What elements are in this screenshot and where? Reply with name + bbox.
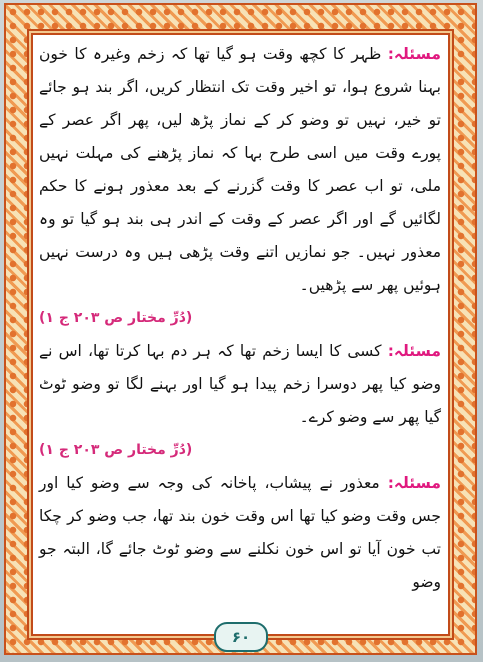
masla-label: مسئلہ: (387, 474, 441, 492)
masla-paragraph-2 (35, 335, 445, 467)
masla-paragraph-1 (35, 38, 445, 335)
reference-citation: (دُرِّ مختار ص ۲۰۳ ج ۱) (39, 310, 193, 326)
paragraph-text: معذور نے پیشاب، پاخانہ کی وجہ سے وضو کیا اور جس وقت وضو کیا تھا اس وقت خون بند تھا، جب وضو کر چکا تب خون آیا تو اس خون نکلنے سے وضو ٹوٹ جائے گا، البتہ جو وضو (39, 474, 441, 591)
paragraph-text: ظہر کا کچھ وقت ہو گیا تھا کہ زخم وغیرہ کا خون بہنا شروع ہوا، تو اخیر وقت تک انتظار کریں، اگر بند ہو جائے تو خیر، نہیں تو وضو کر کے نماز پڑھ لیں، پھر اگر عصر کے پورے وقت میں اسی طرح بہا کہ نماز پڑھنے کی مہلت نہیں ملی، تو اب عصر کا وقت گزرنے کے بعد معذور ہونے کا حکم لگائیں گے اور اگر عصر کے وقت کے اندر ہی بند ہو گیا تو وہ معذور نہیں۔ جو نمازیں اتنے وقت پڑھی ہیں وہ درست نہیں ہوئیں پھر سے پڑھیں۔ (39, 45, 441, 294)
paragraph-text: کسی کا ایسا زخم تھا کہ ہر دم بہا کرتا تھا، اس نے وضو کیا پھر دوسرا زخم پیدا ہو گیا اور بہنے لگا تو وضو ٹوٹ گیا پھر سے وضو کرے۔ (39, 342, 441, 426)
reference-citation: (دُرِّ مختار ص ۲۰۳ ج ۱) (39, 442, 193, 458)
masla-label: مسئلہ: (387, 342, 441, 360)
masla-label: مسئلہ: (387, 45, 441, 63)
page-body (35, 38, 445, 632)
masla-paragraph-3 (35, 467, 445, 599)
page-number-badge: ۶۰ (214, 622, 268, 652)
